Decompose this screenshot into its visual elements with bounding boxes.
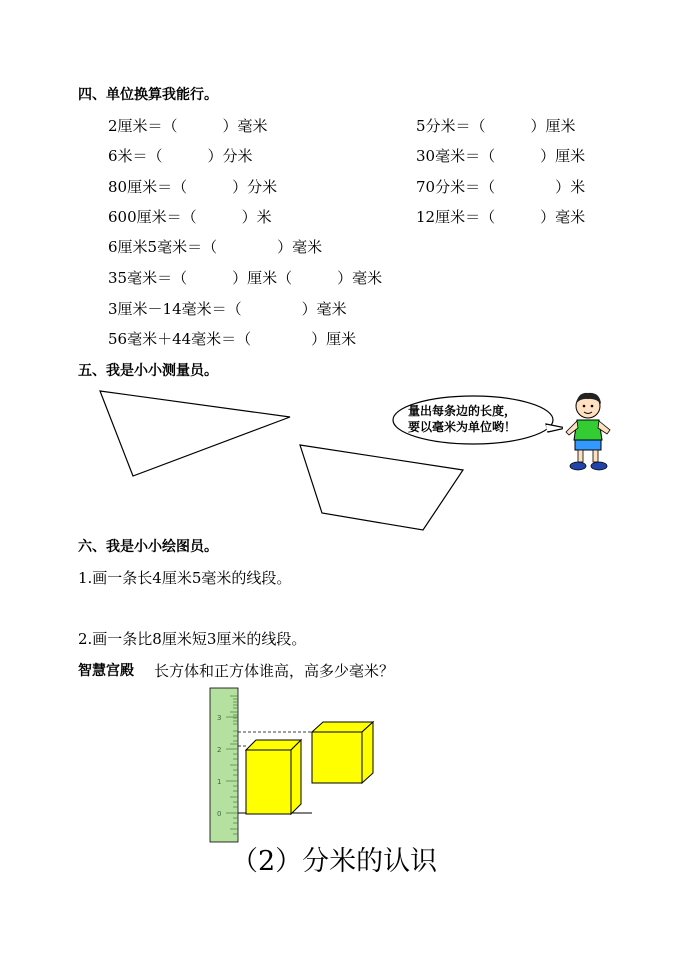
section-6-title: 六、我是小小绘图员。 xyxy=(78,539,218,555)
bubble-text-2: 要以毫米为单位哟！ xyxy=(408,420,517,434)
section-5-title: 五、我是小小测量员。 xyxy=(78,363,218,379)
conversion-item: 600厘米＝（ ）米 xyxy=(108,208,272,226)
section-4-title: 四、单位换算我能行。 xyxy=(78,87,218,103)
cube-height-figure xyxy=(200,686,400,846)
conversion-item: 30毫米＝（ ）厘米 xyxy=(416,147,586,165)
boy-icon xyxy=(560,390,620,480)
conversion-item: 56毫米＋44毫米＝（ ）厘米 xyxy=(108,330,357,348)
ruler-label: 2 xyxy=(217,746,222,754)
conversion-item: 12厘米＝（ ）毫米 xyxy=(416,208,586,226)
conversion-item: 2厘米＝（ ）毫米 xyxy=(108,117,268,135)
conversion-item: 6厘米5毫米＝（ ）毫米 xyxy=(108,238,323,256)
cuboid xyxy=(246,750,291,814)
wisdom-question: 长方体和正方体谁高，高多少毫米？ xyxy=(154,662,395,680)
drawing-question-1: 1.画一条长4厘米5毫米的线段。 xyxy=(78,569,292,587)
wisdom-label: 智慧宫殿 xyxy=(78,663,134,679)
conversion-item: 3厘米－14毫米＝（ ）毫米 xyxy=(108,300,347,318)
drawing-question-2: 2.画一条比8厘米短3厘米的线段。 xyxy=(78,630,307,648)
cube xyxy=(312,732,362,783)
conversion-item: 35毫米＝（ ）厘米（ ）毫米 xyxy=(108,269,383,287)
next-section-title: （2）分米的认识 xyxy=(231,846,438,877)
conversion-item: 70分米＝（ ）米 xyxy=(416,178,586,196)
conversion-item: 80厘米＝（ ）分米 xyxy=(108,178,278,196)
ruler-label: 1 xyxy=(217,778,222,786)
quadrilateral-shape xyxy=(300,445,463,530)
conversion-item: 6米＝（ ）分米 xyxy=(108,147,253,165)
bubble-text-1: 量出每条边的长度， xyxy=(408,404,517,418)
triangle-shape xyxy=(100,391,290,476)
ruler-label: 0 xyxy=(217,810,222,818)
conversion-item: 5分米＝（ ）厘米 xyxy=(416,117,576,135)
ruler-label: 3 xyxy=(217,714,222,722)
